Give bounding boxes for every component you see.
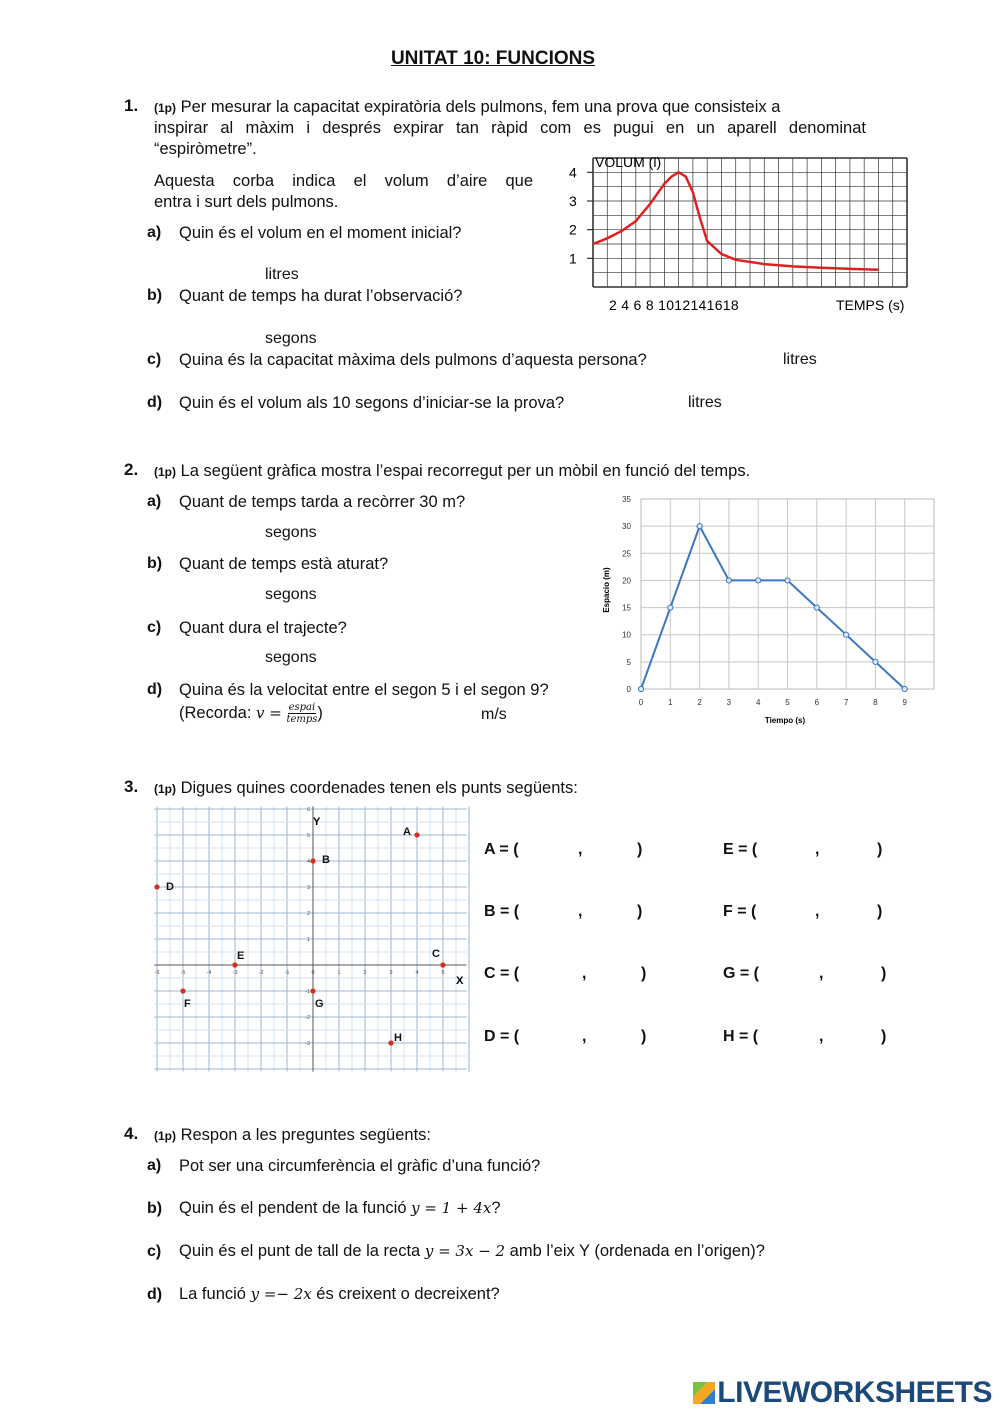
page-title: UNITAT 10: FUNCIONS [390, 48, 596, 69]
distance-x-tick-label: 6 [814, 698, 820, 707]
distance-chart-x-label: Tiempo (s) [764, 716, 806, 725]
q1-b-text: Quant de temps ha durat l’observació? [179, 287, 463, 305]
x-tick-label: -2 [258, 970, 264, 976]
q4-d-post: és creixent o decreixent? [311, 1285, 500, 1303]
q4-number: 4. [124, 1124, 139, 1143]
q4-a-text: Pot ser una circumferència el gràfic d’una funció? [179, 1157, 541, 1175]
point-label-h: H [394, 1032, 402, 1044]
point-a [414, 832, 419, 837]
q1-c-unit: litres [783, 351, 817, 368]
distance-data-point [873, 659, 878, 664]
point-label-d: D [166, 881, 174, 893]
q2-d-formula-lhs: v = [256, 703, 282, 722]
q4-c-equation: y = 3x − 2 [424, 1242, 506, 1260]
q1-d-unit: litres [688, 394, 722, 411]
q1-a-label: a) [147, 224, 162, 241]
logo-text-prefix: LIVE [717, 1376, 782, 1409]
q2-a-text: Quant de temps tarda a recòrrer 30 m? [179, 493, 466, 511]
y-tick-label: 1 [306, 937, 310, 943]
q2-b-label: b) [147, 555, 163, 572]
q1-intro-text: Per mesurar la capacitat expiratòria dels pulmons, fem una prova que consisteix a [180, 98, 781, 116]
fraction-denominator: temps [286, 714, 318, 725]
coord-label: C = ( [484, 965, 520, 982]
point-c [440, 962, 445, 967]
q2-d-text: Quina és la velocitat entre el segon 5 i el segon 9? [179, 681, 549, 699]
q4-d-label: d) [147, 1286, 163, 1303]
volume-chart-grid [593, 158, 907, 287]
x-tick-label: 3 [389, 970, 393, 976]
q2-c-label: c) [147, 619, 162, 636]
distance-x-tick-label: 0 [638, 698, 644, 707]
q1-d-text: Quin és el volum als 10 segons d’iniciar-se la prova? [179, 394, 565, 412]
x-axis-label: X [456, 975, 464, 987]
logo-icon [693, 1382, 715, 1404]
volume-y-tick-label: 1 [569, 250, 577, 267]
x-tick-label: -3 [232, 970, 238, 976]
q1-intro-line3: “espiròmetre”. [154, 140, 257, 158]
y-tick-label: 2 [306, 911, 310, 917]
distance-chart-y-label: Espacio (m) [602, 567, 611, 613]
q3-number: 3. [124, 777, 139, 796]
q1-b-unit: segons [265, 330, 317, 347]
q1-c-text: Quina és la capacitat màxima dels pulmons d’aquesta persona? [179, 351, 647, 369]
distance-x-tick-label: 2 [697, 698, 702, 707]
coord-label: A = ( [484, 841, 519, 858]
volume-y-tick-label: 3 [569, 193, 577, 209]
point-label-g: G [315, 998, 324, 1010]
q4-c-post: amb l’eix Y (ordenada en l’origen)? [505, 1242, 765, 1260]
q2-intro-text: La següent gràfica mostra l’espai recorregut per un mòbil en funció del temps. [180, 462, 751, 480]
q4-b-pre: Quin és el pendent de la funció [179, 1199, 412, 1217]
coord-label: F = ( [723, 903, 757, 920]
coord-close-paren: ) [637, 903, 643, 920]
distance-data-point [638, 686, 643, 691]
point-label-b: B [322, 854, 330, 866]
volume-y-tick-label: 4 [569, 164, 577, 181]
q4-d-text [179, 1284, 500, 1305]
distance-y-tick-label: 0 [626, 685, 631, 694]
q4-b-label: b) [147, 1200, 163, 1217]
q4-intro-text: Respon a les preguntes següents: [180, 1126, 432, 1144]
coordinate-plane [150, 805, 470, 1075]
coord-close-paren: ) [877, 841, 883, 858]
velocity-fraction [286, 702, 317, 725]
volume-chart-x-label: TEMPS (s) [836, 297, 905, 313]
x-tick-label: 0 [311, 970, 315, 976]
point-f [180, 988, 185, 993]
q1-a-unit: litres [265, 266, 299, 283]
volume-chart [555, 150, 940, 320]
point-g [310, 988, 315, 993]
coord-comma: , [582, 1028, 587, 1045]
x-tick-label: 5 [441, 970, 445, 976]
distance-data-point [844, 632, 849, 637]
coord-label: D = ( [484, 1028, 520, 1045]
point-d [154, 884, 159, 889]
q4-intro-line [154, 1125, 431, 1147]
q4-c-pre: Quin és el punt de tall de la recta [179, 1242, 425, 1260]
q4-points: (1p) [154, 1129, 176, 1143]
point-label-a: A [403, 826, 411, 838]
q4-b-equation: y = 1 + 4x [411, 1199, 492, 1217]
coord-comma: , [815, 841, 820, 858]
coord-label: E = ( [723, 841, 758, 858]
point-label-c: C [432, 948, 440, 960]
y-tick-label: 5 [306, 833, 310, 839]
q1-number: 1. [124, 96, 139, 115]
y-tick-label: 3 [306, 885, 310, 891]
logo-text-suffix: WORKSHEETS [781, 1376, 992, 1409]
point-b [310, 858, 315, 863]
distance-y-tick-label: 5 [626, 657, 631, 667]
coord-close-paren: ) [881, 1028, 887, 1045]
y-tick-label: 6 [306, 807, 310, 813]
q4-d-equation: y =− 2x [250, 1285, 312, 1303]
q1-desc-line2: entra i surt dels pulmons. [154, 193, 339, 211]
distance-x-tick-label: 8 [873, 698, 878, 707]
x-tick-label: -1 [284, 970, 290, 976]
distance-x-tick-label: 5 [785, 698, 790, 707]
coord-label: G = ( [723, 965, 760, 982]
q2-a-unit: segons [265, 524, 317, 541]
y-axis-label: Y [313, 816, 321, 828]
q4-c-text [179, 1241, 765, 1262]
distance-data-point [785, 578, 790, 583]
q2-c-unit: segons [265, 649, 317, 666]
q2-d-recall-close: ) [317, 703, 323, 722]
y-tick-label: 4 [306, 859, 310, 865]
volume-chart-title: VOLUM (l) [595, 154, 662, 170]
q2-b-unit: segons [265, 586, 317, 603]
coord-close-paren: ) [641, 965, 647, 982]
q1-points: (1p) [154, 101, 176, 115]
volume-chart-x-tick-labels: 2 4 6 8 1012141618 [609, 297, 739, 313]
q1-intro-line2: inspirar al màxim i després expirar tan ràpid com es pugui en un aparell denominat [154, 119, 866, 137]
q2-d-recall [179, 702, 323, 725]
q4-d-pre: La funció [179, 1285, 251, 1303]
coordinate-grid [154, 806, 469, 1071]
distance-y-tick-label: 10 [622, 630, 631, 640]
distance-data-point [814, 605, 819, 610]
point-label-f: F [184, 998, 191, 1010]
coord-comma: , [578, 903, 583, 920]
distance-y-tick-label: 15 [622, 603, 631, 613]
coord-label: H = ( [723, 1028, 759, 1045]
distance-data-point [697, 524, 702, 529]
q2-d-recall-open: (Recorda: [179, 703, 257, 722]
q2-c-text: Quant dura el trajecte? [179, 619, 347, 637]
distance-y-tick-label: 30 [622, 522, 631, 532]
liveworksheets-logo[interactable] [693, 1376, 992, 1410]
distance-x-tick-label: 4 [755, 698, 761, 707]
point-h [388, 1040, 393, 1045]
q2-b-text: Quant de temps està aturat? [179, 555, 389, 573]
coord-close-paren: ) [877, 903, 883, 920]
distance-x-tick-label: 3 [726, 698, 732, 707]
q1-intro-line1 [154, 97, 866, 119]
q4-c-label: c) [147, 1243, 162, 1260]
x-tick-label: 1 [337, 970, 341, 976]
coord-close-paren: ) [637, 841, 643, 858]
coord-comma: , [815, 903, 820, 920]
fraction-numerator: espai [288, 702, 316, 713]
x-tick-label: -6 [154, 970, 160, 976]
q1-c-label: c) [147, 351, 162, 368]
q2-a-label: a) [147, 493, 162, 510]
distance-y-tick-label: 20 [622, 576, 631, 586]
x-tick-label: 2 [363, 970, 367, 976]
distance-x-tick-label: 9 [902, 698, 907, 707]
distance-data-point [902, 686, 907, 691]
point-label-e: E [237, 950, 245, 962]
x-tick-label: 4 [415, 970, 419, 976]
coord-comma: , [578, 841, 583, 858]
distance-y-tick-label: 25 [622, 549, 631, 559]
coord-close-paren: ) [641, 1028, 647, 1045]
q2-d-label: d) [147, 681, 163, 698]
y-tick-label: -2 [305, 1015, 310, 1021]
q2-intro-line [154, 461, 750, 483]
coord-comma: , [819, 1028, 824, 1045]
q1-d-label: d) [147, 394, 163, 411]
coord-label: B = ( [484, 903, 520, 920]
distance-data-point [756, 578, 761, 583]
q4-b-post: ? [491, 1199, 501, 1217]
q2-d-unit: m/s [481, 706, 507, 723]
q4-a-label: a) [147, 1157, 162, 1174]
coord-comma: , [819, 965, 824, 982]
q2-points: (1p) [154, 465, 176, 479]
distance-data-point [726, 578, 731, 583]
x-tick-label: -4 [206, 970, 212, 976]
q2-number: 2. [124, 460, 139, 479]
x-tick-label: -5 [180, 970, 186, 976]
q1-desc-line1: Aquesta corba indica el volum d’aire que [154, 172, 533, 190]
distance-time-chart [595, 490, 945, 730]
y-tick-label: -3 [305, 1041, 310, 1047]
volume-y-tick-label: 2 [569, 221, 577, 238]
distance-x-tick-label: 7 [843, 698, 849, 707]
coord-close-paren: ) [881, 965, 887, 982]
distance-chart-grid [641, 499, 934, 689]
y-tick-label: -1 [305, 989, 310, 995]
q1-a-text: Quin és el volum en el moment inicial? [179, 224, 462, 242]
distance-y-tick-label: 35 [622, 495, 631, 504]
q3-intro-line [154, 778, 578, 800]
q1-b-label: b) [147, 287, 163, 304]
q3-intro-text: Digues quines coordenades tenen els punts següents: [180, 779, 578, 797]
coord-comma: , [582, 965, 587, 982]
distance-x-tick-label: 1 [668, 698, 673, 707]
q3-points: (1p) [154, 782, 176, 796]
distance-data-point [668, 605, 673, 610]
point-e [232, 962, 237, 967]
q4-b-text [179, 1198, 501, 1219]
